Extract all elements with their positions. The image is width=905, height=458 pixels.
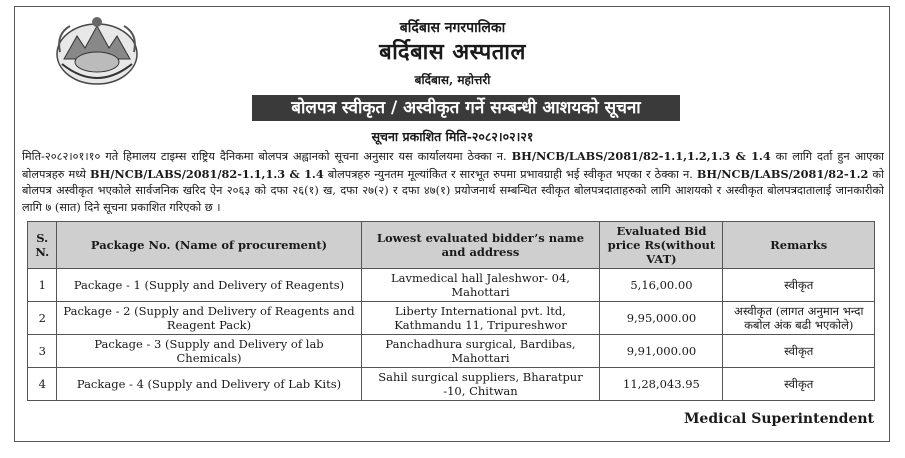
contract-reference: BH/NCB/LABS/2081/82-1.2 [696, 166, 869, 181]
cell-sn: 4 [28, 368, 57, 401]
table-header-row [28, 222, 875, 269]
notice-text-part: का लागि दर्ता हुन आएका बोलपत्रहरु मध्ये [22, 150, 884, 181]
hospital-address: बर्दिबास, महोत्तरी [414, 73, 491, 87]
notice-text-part: मिति-२०८२।०१।१० गते हिमालय टाइम्स राष्ट्रिय दैनिकमा बोलपत्र अह्वानको सूचना अनुसार यस कार्यालयमा ठेक्का न. [22, 150, 512, 163]
publication-date: सूचना प्रकाशित मिति-२०८२।०२।२१ [371, 129, 534, 144]
column-header-package: Package No. (Name of procurement) [57, 222, 361, 269]
cell-remarks: स्वीकृत [723, 368, 875, 401]
cell-bidder: Sahil surgical suppliers, Bharatpur -10, Chitwan [361, 368, 600, 401]
column-header-price: Evaluated Bid price Rs(without VAT) [600, 222, 723, 269]
hospital-name: बर्दिबास अस्पताल [379, 39, 526, 65]
cell-remarks: स्वीकृत [723, 269, 875, 302]
cell-package: Package - 4 (Supply and Delivery of Lab Kits) [57, 368, 361, 401]
table-row [28, 302, 875, 335]
cell-sn: 3 [28, 335, 57, 368]
cell-sn: 2 [28, 302, 57, 335]
cell-price: 9,91,000.00 [600, 335, 723, 368]
cell-bidder: Lavmedical hall Jaleshwor- 04, Mahottari [361, 269, 600, 302]
cell-sn: 1 [28, 269, 57, 302]
cell-price: 9,95,000.00 [600, 302, 723, 335]
cell-package: Package - 1 (Supply and Delivery of Reagents) [57, 269, 361, 302]
cell-package: Package - 3 (Supply and Delivery of lab Chemicals) [57, 335, 361, 368]
table-row [28, 335, 875, 368]
cell-remarks: अस्वीकृत (लागत अनुमान भन्दा कबोल अंक बढी भएकोले) [723, 302, 875, 335]
notice-paragraph [22, 148, 884, 216]
notice-text-part: को बोलपत्र अस्वीकृत भएकोले सार्वजनिक खरिद ऐन २०६३ को दफा २६(१) ख, दफा २७(२) र दफा ४७(१) प्रयोजनार्थ सम्बन्धित स्वीकृत बोलपत्रदाताहरुको लागि आशयको र अस्वीकृत बोलपत्रदातालाई जानकारीको लागि ७ (सात) दिने सूचना प्रकाशित गरिएको छ । [22, 167, 884, 214]
bid-results-table [27, 221, 875, 401]
table-row [28, 368, 875, 401]
notice-text-part: बोलपत्रहरु न्युनतम मूल्यांकित र सारभूत रुपमा प्रभावग्राही भई स्वीकृत भएका र ठेक्का न. [323, 167, 697, 181]
column-header-sn: S. N. [28, 222, 57, 269]
column-header-remarks: Remarks [723, 222, 875, 269]
signature-title: Medical Superintendent [683, 411, 874, 427]
cell-remarks: स्वीकृत [723, 335, 875, 368]
table-row [28, 269, 875, 302]
cell-package: Package - 2 (Supply and Delivery of Reagents and Reagent Pack) [57, 302, 361, 335]
contract-reference: BH/NCB/LABS/2081/82-1.1,1.2,1.3 & 1.4 [511, 149, 771, 163]
cell-bidder: Liberty International pvt. ltd, Kathmandu 11, Tripureshwor [361, 302, 600, 335]
municipality-name: बर्दिबास नगरपालिका [399, 20, 506, 36]
notice-title-banner: बोलपत्र स्वीकृत / अस्वीकृत गर्ने सम्बन्धी आशयको सूचना [252, 95, 680, 121]
column-header-bidder: Lowest evaluated bidder’s name and address [361, 222, 600, 269]
cell-price: 11,28,043.95 [600, 368, 723, 401]
contract-reference: BH/NCB/LABS/2081/82-1.1,1.3 & 1.4 [90, 166, 324, 181]
cell-price: 5,16,00.00 [600, 269, 723, 302]
cell-bidder: Panchadhura surgical, Bardibas, Mahottari [361, 335, 600, 368]
